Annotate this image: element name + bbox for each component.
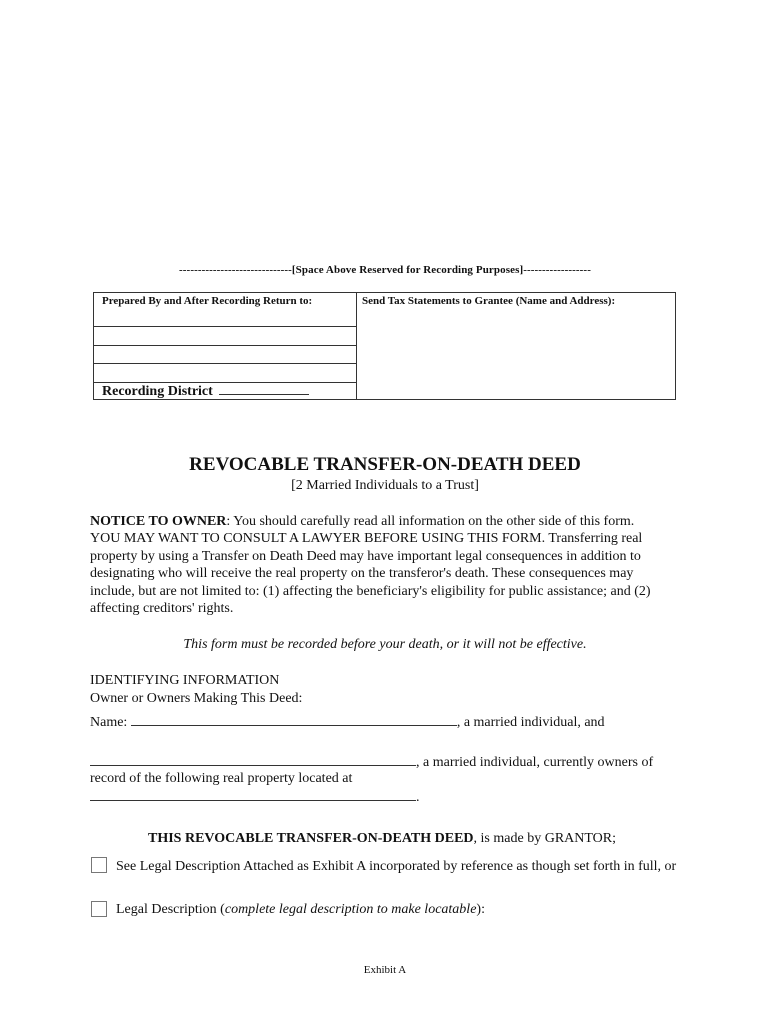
owners-label: Owner or Owners Making This Deed: — [90, 691, 303, 706]
option-2-prefix: Legal Description ( — [116, 902, 225, 917]
name-line-2 — [90, 753, 653, 771]
recording-district — [102, 383, 309, 400]
legal-description-inline-checkbox[interactable] — [91, 901, 107, 917]
option-2-suffix: ): — [476, 902, 485, 917]
recording-space-header: ------------------------------[Space Above Reserved for Recording Purposes]------------------ — [179, 264, 591, 276]
notice-label: NOTICE TO OWNER — [90, 514, 227, 529]
name-line-1 — [90, 713, 605, 731]
property-location-field[interactable] — [90, 788, 416, 801]
record-text: record of the following real property located at — [90, 771, 353, 786]
owner-2-suffix: , a married individual, currently owners of — [416, 755, 654, 770]
made-by-bold: THIS REVOCABLE TRANSFER-ON-DEATH DEED — [148, 831, 474, 846]
return-address-line-3[interactable] — [94, 363, 356, 364]
location-line — [90, 788, 420, 806]
option-2-text — [116, 901, 485, 918]
name-label: Name: — [90, 715, 128, 730]
owner-2-name-field[interactable] — [90, 753, 416, 766]
prepared-by-label: Prepared By and After Recording Return to: — [102, 295, 313, 307]
option-2-italic: complete legal description to make locatable — [224, 902, 477, 917]
made-by-statement — [148, 831, 616, 847]
identifying-heading: IDENTIFYING INFORMATION — [90, 673, 280, 688]
recording-district-label: Recording District — [102, 384, 213, 399]
made-by-rest: , is made by GRANTOR; — [473, 831, 617, 846]
return-address-line-1[interactable] — [94, 326, 356, 327]
option-1-text: See Legal Description Attached as Exhibit A incorporated by reference as though set forth in full, or — [116, 859, 677, 874]
document-subtitle: [2 Married Individuals to a Trust] — [291, 478, 479, 493]
location-period: . — [416, 790, 420, 805]
notice-to-owner — [90, 513, 660, 617]
recording-info-box — [93, 292, 676, 400]
prepared-by-section — [94, 293, 357, 399]
page-footer: Exhibit A — [363, 964, 407, 976]
recording-district-field[interactable] — [219, 383, 309, 395]
owner-1-suffix: , a married individual, and — [456, 715, 605, 730]
return-address-line-2[interactable] — [94, 345, 356, 346]
notice-text: : You should carefully read all information on the other side of this form. YOU MAY WANT TO CONSULT A LAWYER BEFORE USING THIS FORM. Transferring real property by using a Transfer on Death Deed may have important legal consequences in addition to designating who will receive the real property on the transferor's death. These consequences may include, but are not limited to: (1) affecting the beneficiary's eligibility for public assistance; and (2) affecting creditors' rights. — [90, 514, 651, 617]
recording-warning: This form must be recorded before your death, or it will not be effective. — [183, 637, 587, 652]
tax-statements-label: Send Tax Statements to Grantee (Name and Address): — [362, 295, 616, 307]
document-title: REVOCABLE TRANSFER-ON-DEATH DEED — [189, 454, 581, 475]
owner-1-name-field[interactable] — [131, 713, 457, 726]
